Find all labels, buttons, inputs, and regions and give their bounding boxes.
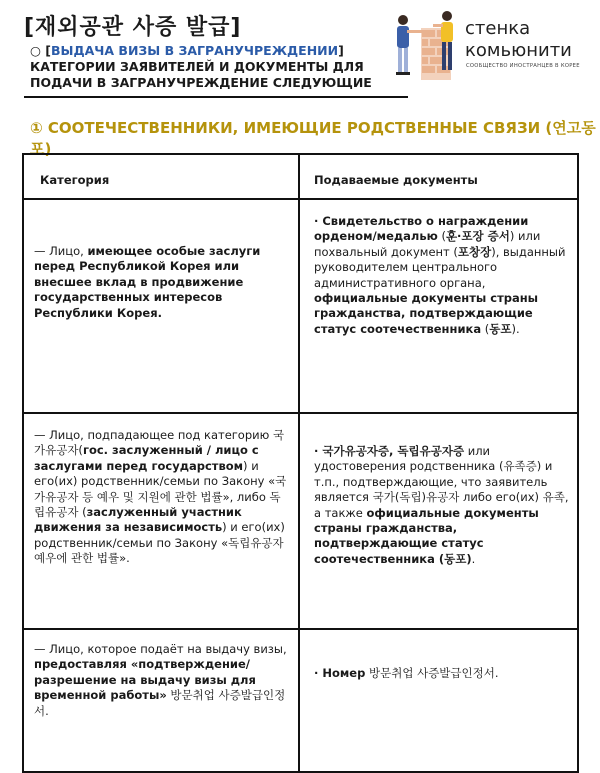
documents-cell xyxy=(299,629,578,772)
category-cell xyxy=(23,199,299,413)
subtitle-highlight: ВЫДАЧА ВИЗЫ В ЗАГРАНУЧРЕЖДЕНИИ xyxy=(51,43,339,58)
subtitle-bracket-open: [ xyxy=(45,43,51,58)
cell-text: — Лицо, подпадающее под категорию 국가유공자( xyxy=(34,428,285,458)
table-header-row xyxy=(23,154,578,199)
categories-heading: КАТЕГОРИИ ЗАЯВИТЕЛЕЙ И ДОКУМЕНТЫ ДЛЯ ПОДАЧИ В ЗАГРАНУЧРЕЖДЕНИЕ СЛЕДУЮЩИЕ xyxy=(30,59,372,90)
builders-illustration-icon xyxy=(385,6,465,88)
cell-text-bold: заслуженный участник движения за независимость xyxy=(34,505,242,535)
logo-tagline: СООБЩЕСТВО ИНОСТРАНЦЕВ В КОРЕЕ xyxy=(466,63,580,69)
logo-line-1: стенка xyxy=(465,18,531,39)
cell-text-bold: · 국가유공자증, 독립유공자증 xyxy=(314,444,465,458)
person-left-icon xyxy=(396,15,423,75)
column-header-category: Категория xyxy=(23,154,299,199)
subtitle-bullet: ○ xyxy=(30,43,41,58)
documents-cell xyxy=(299,413,578,629)
subtitle xyxy=(30,43,344,59)
cell-text: или удостоверения родственника (유족증) и т.п., подтверждающие, что заявитель является 국가(독립)유공자 либо его(их) 유족, а также xyxy=(314,444,569,520)
cell-text: ) или похвальный документ ( xyxy=(314,229,541,259)
category-cell xyxy=(23,413,299,629)
logo-line-2: комьюнити xyxy=(465,40,572,61)
cell-text: 방문취업 사증발급인정서. xyxy=(34,688,286,718)
cell-text-bold: официальные документы страны гражданства, подтверждающие статус соотечественника (동포) xyxy=(314,505,539,566)
column-header-documents: Подаваемые документы xyxy=(299,154,578,199)
cell-text-bold: предоставляя «подтверждение/разрешение на выдачу визы для временной работы» xyxy=(34,657,256,703)
cell-text: — Лицо, xyxy=(34,244,88,258)
table-row xyxy=(23,199,578,413)
cell-text: ( xyxy=(481,321,490,336)
cell-text: ) и его(их) родственник/семьи по Закону «독립유공자 예우에 관한 법률». xyxy=(34,520,285,566)
cell-text: — Лицо, которое подаёт на выдачу визы, xyxy=(34,642,287,656)
documents-cell xyxy=(299,199,578,413)
cell-text-bold: · Свидетельство о награждении орденом/медалью xyxy=(314,214,529,244)
cell-text: . xyxy=(471,551,476,566)
cell-text: ). xyxy=(511,321,520,336)
section-title: ① СООТЕЧЕСТВЕННИКИ, ИМЕЮЩИЕ РОДСТВЕННЫЕ СВЯЗИ (연고동포) xyxy=(30,119,596,158)
subtitle-bracket-close: ] xyxy=(338,43,344,58)
cell-text: ) и его(их) родственник/семьи по Закону «국가유공자 등 예우 및 지원에 관한 법률», либо 독립유공자 ( xyxy=(34,458,287,520)
documents-table xyxy=(22,153,579,773)
page-title: [재외공관 사증 발급] xyxy=(24,15,242,40)
cell-text: 방문취업 사증발급인정서. xyxy=(365,666,499,680)
cell-text-bold: 훈·포장 증서 xyxy=(445,229,510,244)
cell-text-bold: гос. заслуженный / лицо с заслугами перед государством xyxy=(34,443,259,473)
category-cell xyxy=(23,629,299,772)
cell-text-bold: · Номер xyxy=(314,666,366,680)
header-divider xyxy=(24,96,408,98)
table-row xyxy=(23,413,578,629)
cell-text-bold: имеющее особые заслуги перед Республикой Корея или внесшее вклад в продвижение государственных интересов Республики Корея. xyxy=(34,244,261,320)
cell-text-bold: 포창장 xyxy=(457,244,492,259)
cell-text: ), выданный руководителем центрального административного органа, xyxy=(314,244,566,290)
cell-text-bold: официальные документы страны гражданства, подтверждающие статус соотечественника xyxy=(314,291,539,336)
cell-text-bold: 동포 xyxy=(489,321,512,336)
cell-text: ( xyxy=(437,229,446,244)
table-row xyxy=(23,629,578,772)
